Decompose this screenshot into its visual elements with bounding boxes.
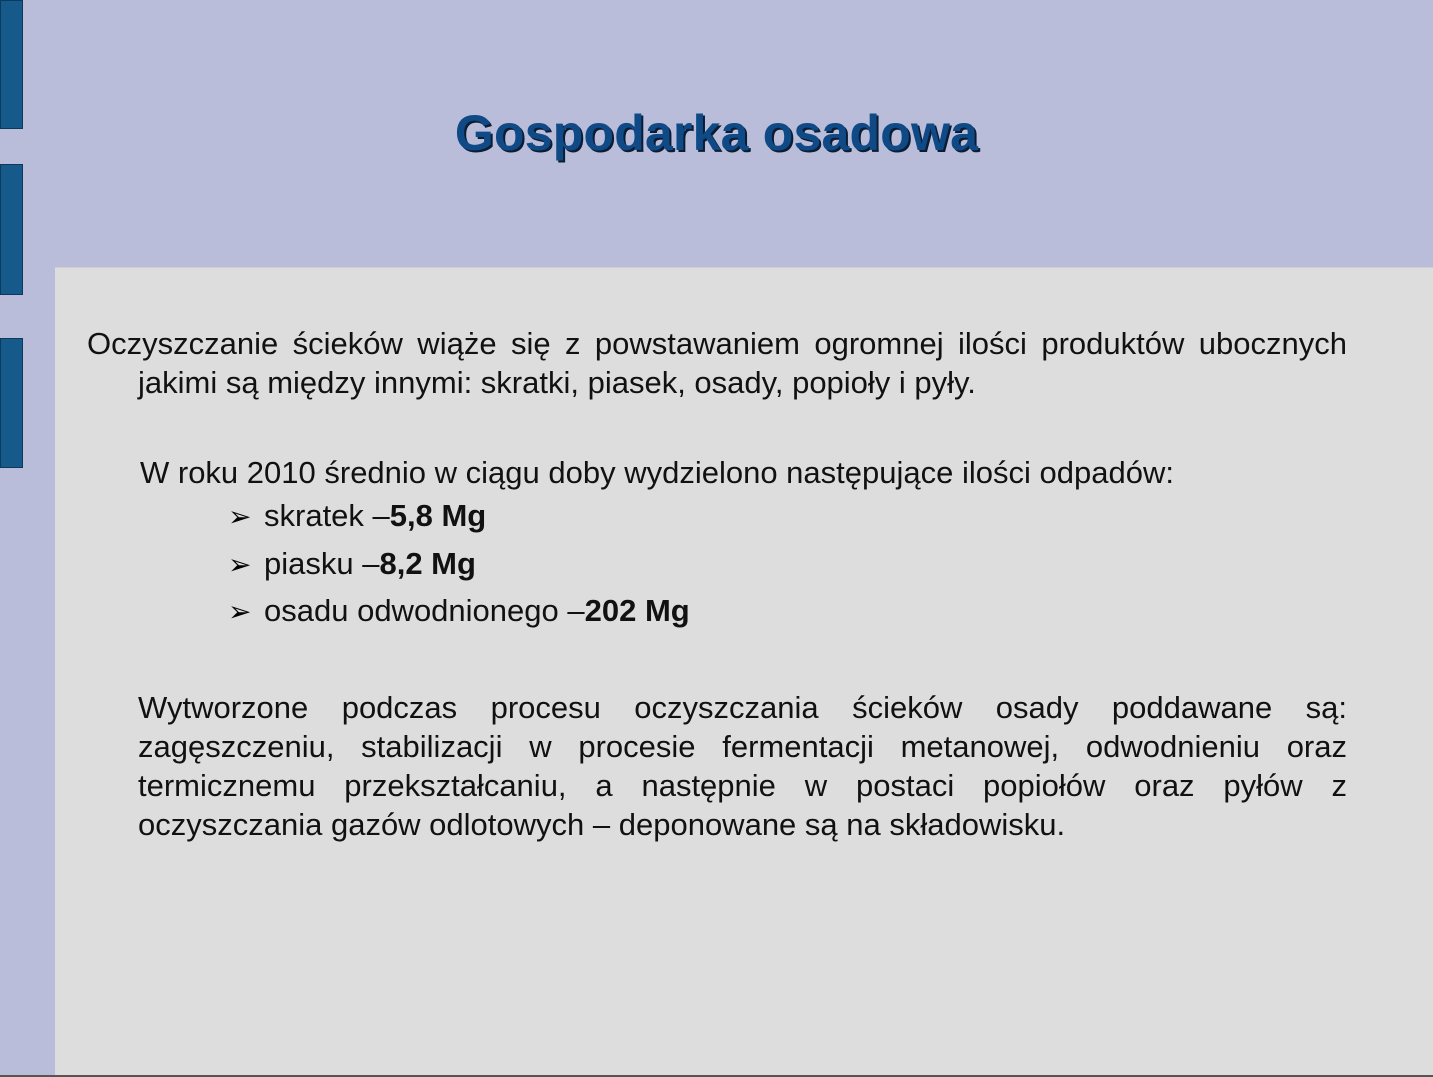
arrow-bullet-icon: ➢ — [228, 548, 252, 580]
arrow-bullet-icon: ➢ — [228, 596, 252, 627]
list-item — [228, 546, 690, 594]
processing-paragraph: Wytworzone podczas procesu oczyszczania ścieków osady poddawane są: zagęszczeniu, stabilizacji w procesie fermentacji metanowej, odwodnieniu oraz termicznemu przekształcaniu, a następnie w postaci popiołów oraz pyłów z oczyszczania gazów odlotowych – deponowane są na składowisku. — [138, 690, 1347, 842]
arrow-bullet-icon: ➢ — [228, 501, 252, 532]
slide-title: Gospodarka osadowa — [454, 105, 979, 161]
list-item-value: 8,2 Mg — [379, 545, 476, 581]
list-item-value: 5,8 Mg — [389, 498, 487, 533]
decorative-tab-bottom — [0, 338, 23, 468]
list-item — [228, 593, 690, 641]
list-item-label: piasku – — [264, 545, 380, 581]
list-item-label: osadu odwodnionego – — [264, 593, 585, 628]
decorative-tab-middle — [0, 164, 23, 295]
list-item-value: 202 Mg — [584, 593, 690, 628]
list-item — [228, 498, 690, 546]
list-item-label: skratek – — [264, 498, 390, 533]
intro-paragraph: Oczyszczanie ścieków wiąże się z powstawaniem ogromnej ilości produktów ubocznych jakimi są między innymi: skratki, piasek, osady, popioły i pyły. — [87, 326, 1347, 400]
waste-amounts-intro: W roku 2010 średnio w ciągu doby wydzielono następujące ilości odpadów: — [140, 455, 1174, 490]
waste-amounts-list — [228, 498, 690, 641]
